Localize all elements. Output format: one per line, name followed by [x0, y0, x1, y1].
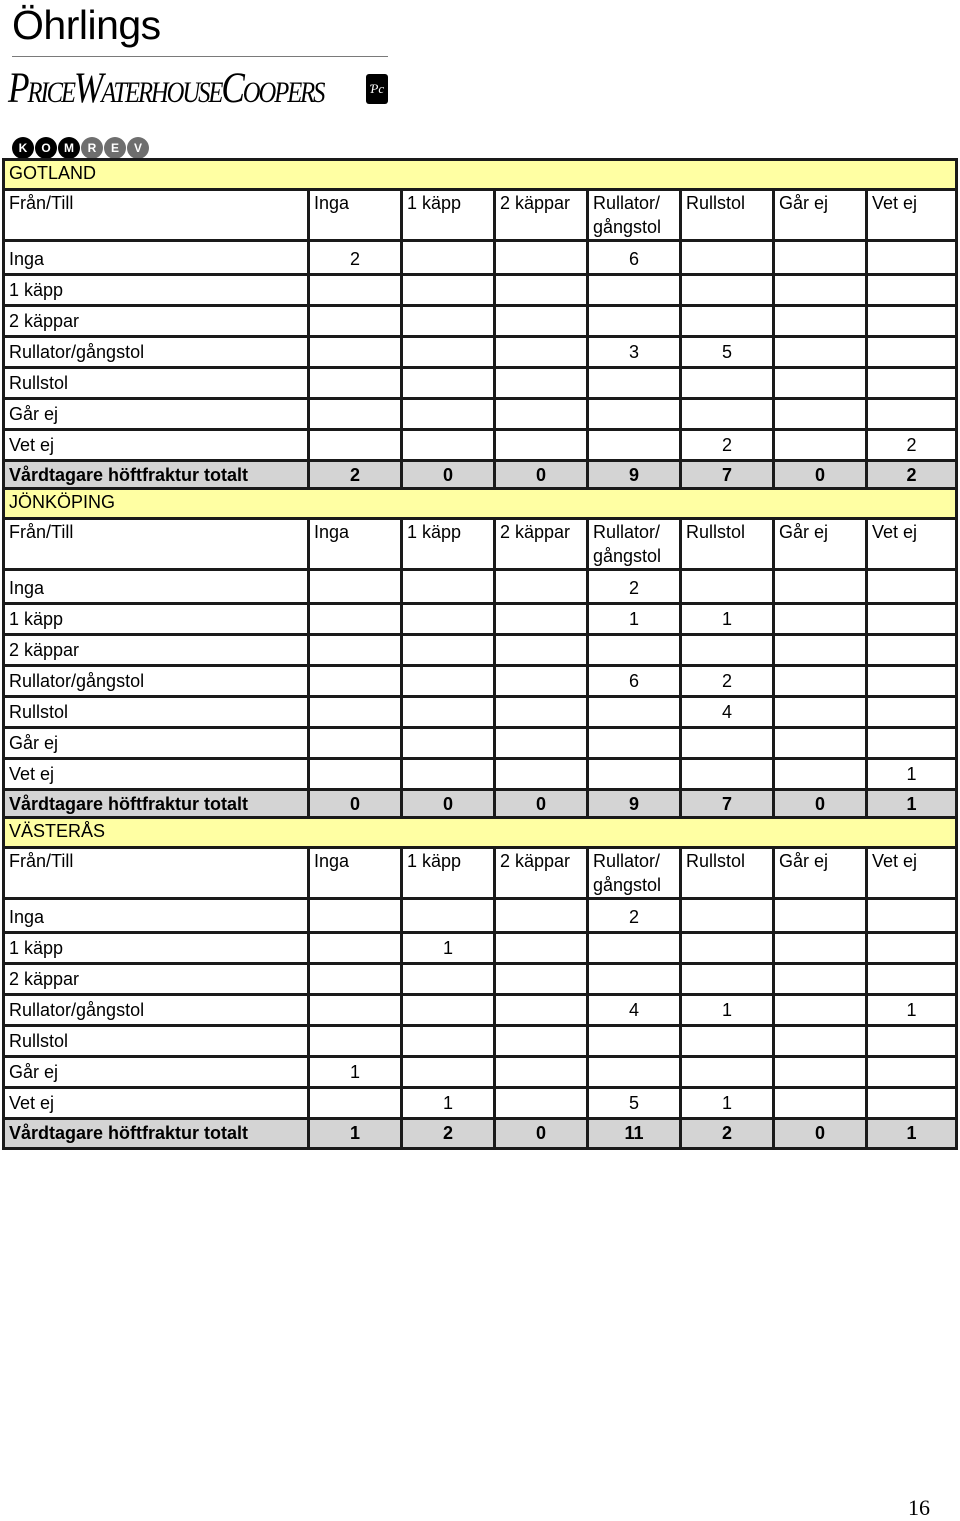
pwc-seal-icon: Ƥc [366, 74, 388, 104]
header-rule [12, 56, 388, 57]
data-cell [495, 1088, 588, 1119]
data-cell [309, 1088, 402, 1119]
column-header: Inga [309, 190, 402, 241]
total-cell: 11 [588, 1119, 681, 1149]
data-cell: 1 [402, 1088, 495, 1119]
row-label: Inga [4, 241, 309, 275]
data-cell: 2 [309, 241, 402, 275]
data-cell [309, 275, 402, 306]
data-cell [867, 666, 957, 697]
region-title [4, 160, 957, 190]
total-label: Vårdtagare höftfraktur totalt [4, 1119, 309, 1149]
region-name: VÄSTERÅS [9, 821, 106, 841]
data-cell [774, 728, 867, 759]
data-cell: 2 [588, 899, 681, 933]
data-cell [867, 570, 957, 604]
data-cell [402, 337, 495, 368]
total-cell: 1 [309, 1119, 402, 1149]
brand-title: Öhrlings [12, 2, 161, 48]
data-cell [402, 728, 495, 759]
region-name: GOTLAND [9, 163, 97, 183]
table-row [4, 964, 957, 995]
total-cell: 0 [495, 461, 588, 491]
column-header: Från/Till [4, 190, 309, 241]
data-cell [681, 368, 774, 399]
table-row [4, 899, 957, 933]
data-cell [588, 1026, 681, 1057]
table-row [4, 759, 957, 790]
data-cell [495, 275, 588, 306]
total-cell: 0 [495, 790, 588, 820]
data-cell [588, 1057, 681, 1088]
column-header: Rullator/ gångstol [588, 848, 681, 899]
region-title [4, 818, 957, 848]
data-cell [681, 399, 774, 430]
data-cell [774, 337, 867, 368]
column-header: Inga [309, 848, 402, 899]
data-cell [495, 399, 588, 430]
row-label: Rullstol [4, 697, 309, 728]
column-header: 1 käpp [402, 848, 495, 899]
komrev-letter-r: R [81, 137, 103, 159]
column-header: Rullstol [681, 848, 774, 899]
column-header: Rullstol [681, 519, 774, 570]
totals-row [4, 790, 957, 820]
data-cell [495, 899, 588, 933]
table-jonkoping [2, 487, 955, 821]
data-cell: 1 [867, 995, 957, 1026]
row-label: Vet ej [4, 430, 309, 461]
row-label: 1 käpp [4, 275, 309, 306]
column-header: Vet ej [867, 848, 957, 899]
data-cell [588, 399, 681, 430]
total-cell: 0 [774, 790, 867, 820]
region-title [4, 489, 957, 519]
total-label: Vårdtagare höftfraktur totalt [4, 790, 309, 820]
komrev-logo [12, 137, 149, 159]
data-cell [867, 1057, 957, 1088]
data-cell [681, 635, 774, 666]
data-cell [402, 995, 495, 1026]
data-cell [402, 1026, 495, 1057]
total-cell: 2 [402, 1119, 495, 1149]
table-row [4, 728, 957, 759]
total-cell: 7 [681, 461, 774, 491]
data-cell [309, 1026, 402, 1057]
data-cell [774, 604, 867, 635]
table-row [4, 275, 957, 306]
total-cell: 0 [309, 790, 402, 820]
data-cell [774, 1057, 867, 1088]
column-header: Går ej [774, 190, 867, 241]
data-cell [495, 933, 588, 964]
data-cell [867, 899, 957, 933]
data-cell [867, 728, 957, 759]
data-cell [309, 995, 402, 1026]
data-cell [495, 697, 588, 728]
table-row [4, 570, 957, 604]
table-row [4, 1057, 957, 1088]
data-cell: 6 [588, 666, 681, 697]
data-cell [867, 933, 957, 964]
data-cell [588, 728, 681, 759]
data-cell: 2 [681, 666, 774, 697]
total-cell: 9 [588, 790, 681, 820]
totals-row [4, 1119, 957, 1149]
row-label: Vet ej [4, 1088, 309, 1119]
data-cell [309, 697, 402, 728]
data-cell [402, 899, 495, 933]
data-cell [774, 306, 867, 337]
data-cell: 2 [681, 430, 774, 461]
data-cell [774, 399, 867, 430]
data-cell [402, 666, 495, 697]
pwc-logo: PRICEWATERHOUSECOOPERS [8, 65, 324, 112]
data-cell [588, 430, 681, 461]
data-cell [774, 275, 867, 306]
data-cell [402, 1057, 495, 1088]
data-cell [867, 337, 957, 368]
data-cell [309, 728, 402, 759]
region-name: JÖNKÖPING [9, 492, 116, 512]
table-gotland [2, 158, 955, 492]
data-cell [867, 241, 957, 275]
data-cell: 3 [588, 337, 681, 368]
column-header: 2 käppar [495, 190, 588, 241]
data-cell: 1 [681, 1088, 774, 1119]
data-cell [774, 368, 867, 399]
data-cell [774, 899, 867, 933]
data-cell: 4 [588, 995, 681, 1026]
data-cell [867, 604, 957, 635]
table-row [4, 337, 957, 368]
data-cell [867, 635, 957, 666]
data-cell [867, 275, 957, 306]
table-row [4, 697, 957, 728]
data-cell [495, 964, 588, 995]
data-cell [681, 1026, 774, 1057]
data-cell [309, 933, 402, 964]
data-cell [309, 635, 402, 666]
data-cell [681, 933, 774, 964]
komrev-letter-o: O [35, 137, 57, 159]
data-cell: 1 [681, 604, 774, 635]
table-row [4, 368, 957, 399]
column-header: Rullator/ gångstol [588, 519, 681, 570]
data-cell [495, 570, 588, 604]
data-cell: 1 [681, 995, 774, 1026]
row-label: Rullator/gångstol [4, 666, 309, 697]
data-cell [402, 697, 495, 728]
data-cell [495, 995, 588, 1026]
data-cell [402, 759, 495, 790]
row-label: 2 käppar [4, 635, 309, 666]
transition-table [2, 158, 958, 492]
data-cell [681, 241, 774, 275]
total-label: Vårdtagare höftfraktur totalt [4, 461, 309, 491]
data-cell [309, 759, 402, 790]
data-cell [309, 430, 402, 461]
data-cell [309, 964, 402, 995]
data-cell [681, 570, 774, 604]
data-cell [867, 368, 957, 399]
data-cell [774, 964, 867, 995]
row-label: Går ej [4, 728, 309, 759]
data-cell [867, 697, 957, 728]
data-cell [774, 697, 867, 728]
data-cell [774, 1088, 867, 1119]
data-cell [402, 430, 495, 461]
table-row [4, 399, 957, 430]
data-cell [774, 1026, 867, 1057]
table-row [4, 933, 957, 964]
data-cell [774, 666, 867, 697]
row-label: Rullstol [4, 368, 309, 399]
data-cell [309, 570, 402, 604]
data-cell [588, 964, 681, 995]
data-cell [681, 728, 774, 759]
total-cell: 0 [495, 1119, 588, 1149]
data-cell [402, 306, 495, 337]
total-cell: 0 [402, 461, 495, 491]
data-cell [309, 337, 402, 368]
data-cell [588, 933, 681, 964]
row-label: Går ej [4, 1057, 309, 1088]
data-cell [402, 275, 495, 306]
transition-table [2, 816, 958, 1150]
column-header: Rullator/ gångstol [588, 190, 681, 241]
data-cell [402, 604, 495, 635]
komrev-letter-m: M [58, 137, 80, 159]
total-cell: 1 [867, 1119, 957, 1149]
column-header: Vet ej [867, 190, 957, 241]
table-vasteras [2, 816, 955, 1150]
total-cell: 0 [774, 1119, 867, 1149]
total-cell: 0 [402, 790, 495, 820]
data-cell: 6 [588, 241, 681, 275]
table-row [4, 666, 957, 697]
data-cell [588, 635, 681, 666]
data-cell [774, 759, 867, 790]
data-cell [867, 964, 957, 995]
data-cell [495, 430, 588, 461]
page-number: 16 [908, 1495, 930, 1520]
komrev-letter-v: V [127, 137, 149, 159]
row-label: Inga [4, 899, 309, 933]
data-cell [495, 306, 588, 337]
data-cell [495, 1057, 588, 1088]
table-row [4, 1088, 957, 1119]
data-cell: 1 [867, 759, 957, 790]
data-cell: 5 [681, 337, 774, 368]
total-cell: 1 [867, 790, 957, 820]
row-label: Inga [4, 570, 309, 604]
data-cell [774, 570, 867, 604]
data-cell [867, 1088, 957, 1119]
komrev-letter-e: E [104, 137, 126, 159]
data-cell [309, 306, 402, 337]
data-cell [774, 635, 867, 666]
data-cell: 5 [588, 1088, 681, 1119]
data-cell [495, 1026, 588, 1057]
data-cell [495, 759, 588, 790]
data-cell [495, 368, 588, 399]
data-cell: 1 [588, 604, 681, 635]
totals-row [4, 461, 957, 491]
data-cell [681, 1057, 774, 1088]
data-cell [402, 964, 495, 995]
column-header: Vet ej [867, 519, 957, 570]
data-cell [681, 899, 774, 933]
data-cell: 1 [402, 933, 495, 964]
row-label: Rullator/gångstol [4, 337, 309, 368]
data-cell [309, 399, 402, 430]
total-cell: 7 [681, 790, 774, 820]
table-row [4, 1026, 957, 1057]
data-cell [588, 697, 681, 728]
komrev-letter-k: K [12, 137, 34, 159]
table-row [4, 306, 957, 337]
table-row [4, 635, 957, 666]
column-header: Går ej [774, 519, 867, 570]
column-header: 1 käpp [402, 519, 495, 570]
data-cell [495, 728, 588, 759]
data-cell [588, 368, 681, 399]
row-label: 1 käpp [4, 604, 309, 635]
row-label: Vet ej [4, 759, 309, 790]
table-row [4, 995, 957, 1026]
row-label: Rullstol [4, 1026, 309, 1057]
data-cell [309, 666, 402, 697]
total-cell: 0 [774, 461, 867, 491]
total-cell: 2 [867, 461, 957, 491]
data-cell: 2 [867, 430, 957, 461]
column-header: Går ej [774, 848, 867, 899]
data-cell [402, 368, 495, 399]
data-cell [774, 933, 867, 964]
data-cell [402, 399, 495, 430]
data-cell [402, 635, 495, 666]
row-label: 2 käppar [4, 964, 309, 995]
data-cell [867, 1026, 957, 1057]
row-label: Går ej [4, 399, 309, 430]
column-header: Från/Till [4, 848, 309, 899]
data-cell [774, 995, 867, 1026]
column-header: Från/Till [4, 519, 309, 570]
row-label: 2 käppar [4, 306, 309, 337]
data-cell: 4 [681, 697, 774, 728]
data-cell [495, 635, 588, 666]
column-header: Inga [309, 519, 402, 570]
data-cell: 2 [588, 570, 681, 604]
data-cell [309, 368, 402, 399]
data-cell [495, 666, 588, 697]
data-cell: 1 [309, 1057, 402, 1088]
row-label: 1 käpp [4, 933, 309, 964]
data-cell [309, 604, 402, 635]
column-header: 2 käppar [495, 519, 588, 570]
data-cell [588, 275, 681, 306]
data-cell [495, 337, 588, 368]
data-cell [867, 306, 957, 337]
transition-table [2, 487, 958, 821]
column-header: 2 käppar [495, 848, 588, 899]
table-row [4, 430, 957, 461]
column-header: Rullstol [681, 190, 774, 241]
table-row [4, 604, 957, 635]
column-header: 1 käpp [402, 190, 495, 241]
data-cell [681, 275, 774, 306]
data-cell [867, 399, 957, 430]
data-cell [774, 241, 867, 275]
data-cell [681, 759, 774, 790]
total-cell: 9 [588, 461, 681, 491]
row-label: Rullator/gångstol [4, 995, 309, 1026]
data-cell [402, 570, 495, 604]
data-cell [402, 241, 495, 275]
data-cell [309, 899, 402, 933]
data-cell [495, 241, 588, 275]
data-cell [774, 430, 867, 461]
data-cell [495, 604, 588, 635]
data-cell [681, 964, 774, 995]
data-cell [588, 759, 681, 790]
data-cell [588, 306, 681, 337]
data-cell [681, 306, 774, 337]
total-cell: 2 [681, 1119, 774, 1149]
table-row [4, 241, 957, 275]
total-cell: 2 [309, 461, 402, 491]
